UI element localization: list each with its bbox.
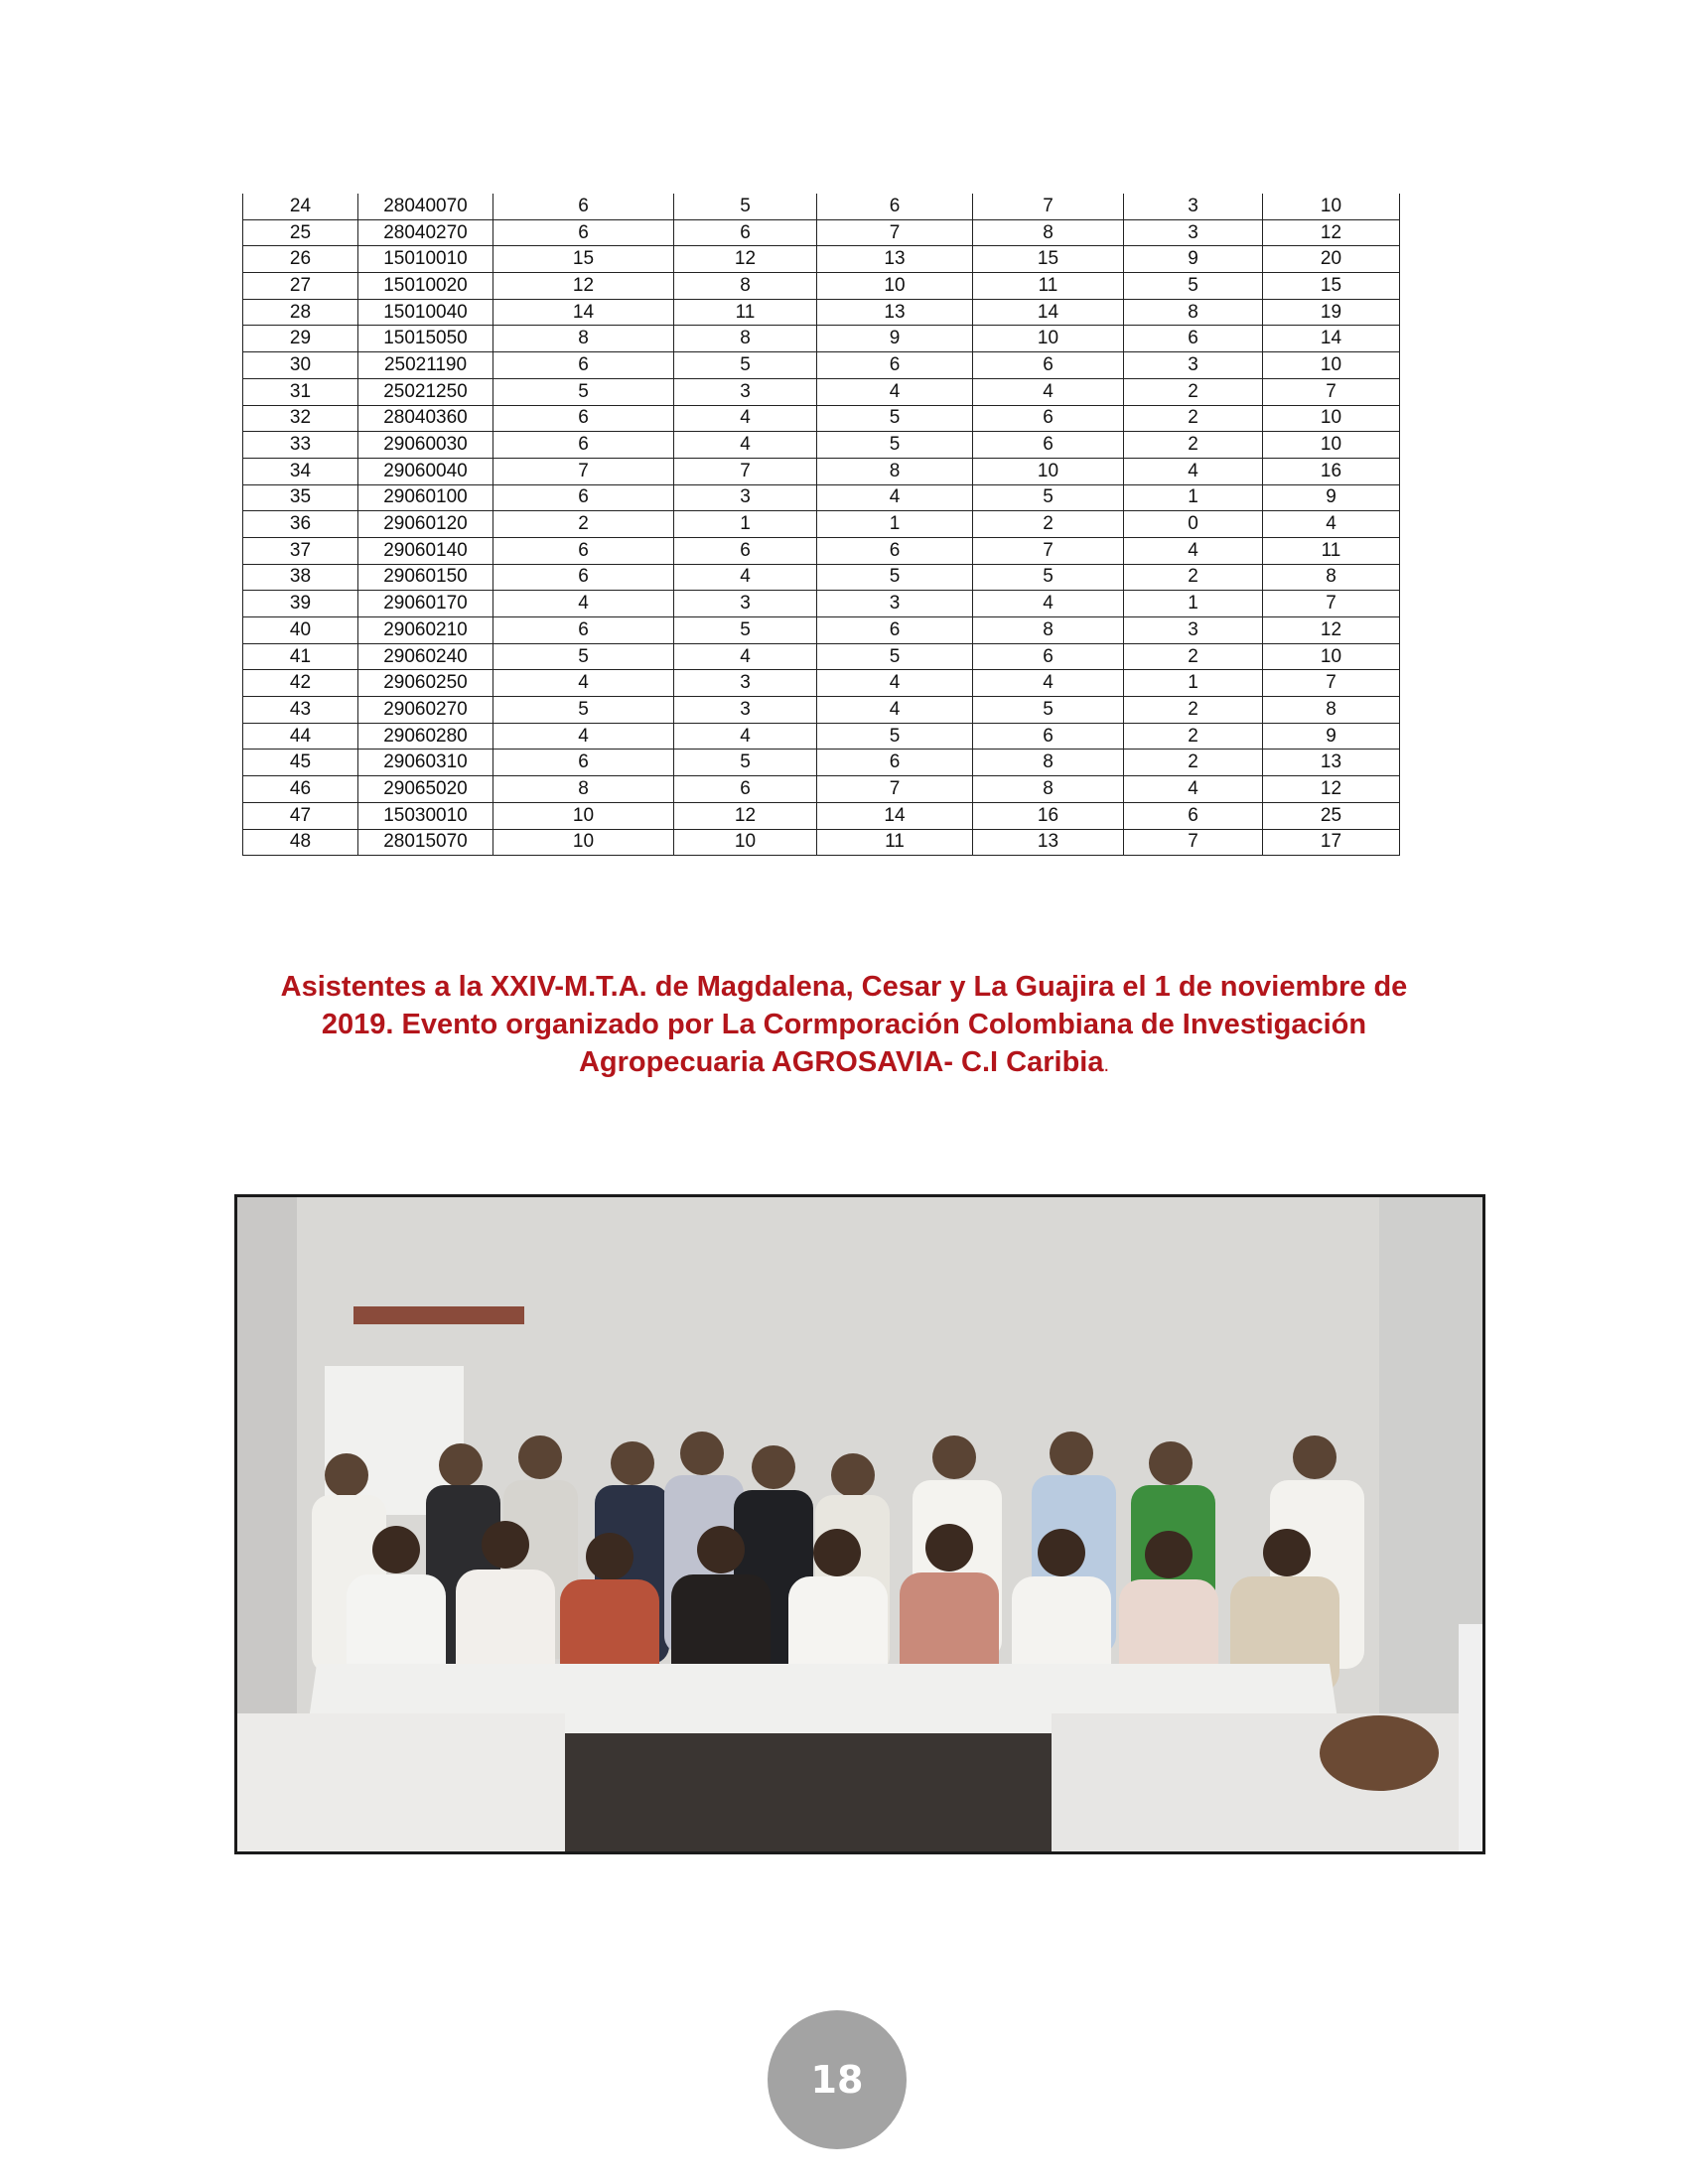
table-cell: 2 <box>1124 378 1263 405</box>
table-cell: 5 <box>493 643 674 670</box>
table-cell: 4 <box>674 564 817 591</box>
table-row <box>243 484 1400 511</box>
table-cell: 7 <box>493 458 674 484</box>
table-cell: 5 <box>973 697 1124 724</box>
table-cell: 29060120 <box>358 511 493 538</box>
table-cell: 2 <box>1124 564 1263 591</box>
table-cell: 4 <box>493 670 674 697</box>
table-row <box>243 326 1400 352</box>
table-row <box>243 643 1400 670</box>
table-cell: 6 <box>973 352 1124 379</box>
table-cell: 8 <box>1124 299 1263 326</box>
table-cell: 5 <box>493 378 674 405</box>
table-cell: 6 <box>493 537 674 564</box>
table-cell: 7 <box>1263 670 1400 697</box>
table-cell: 5 <box>973 484 1124 511</box>
table-cell: 31 <box>243 378 358 405</box>
table-cell: 47 <box>243 802 358 829</box>
table-cell: 2 <box>1124 643 1263 670</box>
table-row <box>243 405 1400 432</box>
table-cell: 3 <box>1124 352 1263 379</box>
table-cell: 6 <box>493 194 674 219</box>
table-cell: 15010020 <box>358 273 493 300</box>
table-row <box>243 697 1400 724</box>
table-row <box>243 246 1400 273</box>
table-cell: 10 <box>1263 405 1400 432</box>
table-row <box>243 378 1400 405</box>
table-cell: 9 <box>1124 246 1263 273</box>
table-cell: 1 <box>1124 484 1263 511</box>
table-row <box>243 537 1400 564</box>
table-cell: 3 <box>817 591 973 617</box>
table-cell: 6 <box>493 750 674 776</box>
table-cell: 29060210 <box>358 617 493 644</box>
table-cell: 5 <box>817 432 973 459</box>
caption-line-3-text: Agropecuaria AGROSAVIA- C.I Caribia <box>578 1046 1104 1078</box>
table-cell: 5 <box>674 617 817 644</box>
table-cell: 14 <box>493 299 674 326</box>
table-cell: 13 <box>817 246 973 273</box>
table-cell: 10 <box>493 829 674 856</box>
table-row <box>243 511 1400 538</box>
table-cell: 7 <box>1263 591 1400 617</box>
table-cell: 8 <box>674 326 817 352</box>
table-cell: 6 <box>493 432 674 459</box>
table-cell: 25021190 <box>358 352 493 379</box>
table-cell: 15 <box>1263 273 1400 300</box>
table-cell: 8 <box>1263 564 1400 591</box>
caption-line-2: 2019. Evento organizado por La Cormporación Colombiana de Investigación <box>321 1009 1367 1040</box>
table-row <box>243 458 1400 484</box>
table-cell: 9 <box>1263 484 1400 511</box>
table-cell: 46 <box>243 776 358 803</box>
table-cell: 14 <box>973 299 1124 326</box>
table-cell: 1 <box>1124 670 1263 697</box>
table-cell: 6 <box>817 537 973 564</box>
table-cell: 33 <box>243 432 358 459</box>
table-cell: 39 <box>243 591 358 617</box>
table-cell: 17 <box>1263 829 1400 856</box>
table-cell: 0 <box>1124 511 1263 538</box>
data-table <box>242 194 1400 856</box>
table-row <box>243 750 1400 776</box>
table-cell: 1 <box>674 511 817 538</box>
table-cell: 9 <box>817 326 973 352</box>
table-cell: 3 <box>1124 617 1263 644</box>
table-cell: 20 <box>1263 246 1400 273</box>
table-cell: 6 <box>1124 802 1263 829</box>
table-cell: 10 <box>493 802 674 829</box>
table-cell: 28015070 <box>358 829 493 856</box>
table-cell: 2 <box>1124 750 1263 776</box>
table-cell: 25 <box>243 219 358 246</box>
table-cell: 4 <box>1124 776 1263 803</box>
table-cell: 6 <box>674 219 817 246</box>
table-cell: 29060170 <box>358 591 493 617</box>
table-cell: 5 <box>817 405 973 432</box>
table-cell: 6 <box>1124 326 1263 352</box>
table-cell: 29060150 <box>358 564 493 591</box>
table-cell: 4 <box>493 723 674 750</box>
table-cell: 14 <box>817 802 973 829</box>
table-cell: 42 <box>243 670 358 697</box>
table-cell: 29060140 <box>358 537 493 564</box>
table-cell: 12 <box>1263 617 1400 644</box>
table-cell: 8 <box>493 326 674 352</box>
table-row <box>243 802 1400 829</box>
table-cell: 6 <box>973 405 1124 432</box>
table-cell: 15010010 <box>358 246 493 273</box>
table-cell: 16 <box>973 802 1124 829</box>
caption-line-1: Asistentes a la XXIV-M.T.A. de Magdalena, Cesar y La Guajira el 1 de noviembre de <box>280 971 1408 1003</box>
table-cell: 4 <box>674 643 817 670</box>
table-cell: 8 <box>1263 697 1400 724</box>
table-cell: 13 <box>1263 750 1400 776</box>
table-cell: 1 <box>1124 591 1263 617</box>
table-cell: 5 <box>493 697 674 724</box>
table-cell: 4 <box>817 484 973 511</box>
table-cell: 13 <box>817 299 973 326</box>
table-body <box>243 194 1400 856</box>
table-cell: 29060250 <box>358 670 493 697</box>
table-cell: 24 <box>243 194 358 219</box>
table-cell: 3 <box>674 484 817 511</box>
table-row <box>243 273 1400 300</box>
table-row <box>243 670 1400 697</box>
table-cell: 8 <box>817 458 973 484</box>
table-cell: 15030010 <box>358 802 493 829</box>
table-cell: 6 <box>674 776 817 803</box>
table-cell: 29 <box>243 326 358 352</box>
table-cell: 5 <box>817 723 973 750</box>
table-cell: 3 <box>674 697 817 724</box>
page-number: 18 <box>768 2010 907 2149</box>
table-cell: 11 <box>973 273 1124 300</box>
table-cell: 27 <box>243 273 358 300</box>
table-cell: 5 <box>817 564 973 591</box>
table-cell: 15015050 <box>358 326 493 352</box>
table-cell: 5 <box>1124 273 1263 300</box>
table-cell: 12 <box>674 246 817 273</box>
table-cell: 2 <box>1124 723 1263 750</box>
table-cell: 3 <box>674 670 817 697</box>
table-cell: 13 <box>973 829 1124 856</box>
group-photo <box>234 1194 1485 1854</box>
table-cell: 6 <box>817 352 973 379</box>
table-cell: 11 <box>1263 537 1400 564</box>
table-cell: 7 <box>817 219 973 246</box>
table-cell: 4 <box>973 670 1124 697</box>
table-cell: 15010040 <box>358 299 493 326</box>
table-cell: 6 <box>817 617 973 644</box>
table-cell: 41 <box>243 643 358 670</box>
table-cell: 15 <box>493 246 674 273</box>
table-cell: 44 <box>243 723 358 750</box>
table-row <box>243 723 1400 750</box>
table-cell: 4 <box>817 378 973 405</box>
table-cell: 29065020 <box>358 776 493 803</box>
table-cell: 7 <box>674 458 817 484</box>
table-cell: 6 <box>493 564 674 591</box>
table-cell: 4 <box>1124 458 1263 484</box>
table-cell: 5 <box>674 352 817 379</box>
table-row <box>243 352 1400 379</box>
caption-line-3-tail: . <box>1103 1054 1110 1076</box>
table-cell: 19 <box>1263 299 1400 326</box>
table-cell: 4 <box>817 697 973 724</box>
table-cell: 32 <box>243 405 358 432</box>
table-cell: 16 <box>1263 458 1400 484</box>
table-cell: 26 <box>243 246 358 273</box>
table-cell: 28040270 <box>358 219 493 246</box>
table-cell: 6 <box>493 352 674 379</box>
table-cell: 1 <box>817 511 973 538</box>
table-cell: 29060280 <box>358 723 493 750</box>
table-cell: 6 <box>493 617 674 644</box>
table-cell: 6 <box>817 750 973 776</box>
table-cell: 7 <box>1263 378 1400 405</box>
table-cell: 9 <box>1263 723 1400 750</box>
table-cell: 45 <box>243 750 358 776</box>
table-cell: 10 <box>1263 352 1400 379</box>
table-cell: 29060240 <box>358 643 493 670</box>
table-cell: 36 <box>243 511 358 538</box>
table-cell: 4 <box>973 591 1124 617</box>
table-row <box>243 776 1400 803</box>
table-cell: 25 <box>1263 802 1400 829</box>
table-cell: 37 <box>243 537 358 564</box>
table-row <box>243 299 1400 326</box>
table-cell: 28 <box>243 299 358 326</box>
table-cell: 10 <box>973 458 1124 484</box>
table-cell: 7 <box>1124 829 1263 856</box>
table-cell: 29060040 <box>358 458 493 484</box>
table-cell: 35 <box>243 484 358 511</box>
table-row <box>243 564 1400 591</box>
table-cell: 2 <box>973 511 1124 538</box>
table-cell: 7 <box>973 537 1124 564</box>
table-cell: 11 <box>674 299 817 326</box>
table-cell: 8 <box>973 219 1124 246</box>
table-cell: 4 <box>674 723 817 750</box>
table-cell: 6 <box>493 219 674 246</box>
table-row <box>243 219 1400 246</box>
table-cell: 34 <box>243 458 358 484</box>
table-cell: 8 <box>493 776 674 803</box>
table-cell: 10 <box>817 273 973 300</box>
table-cell: 30 <box>243 352 358 379</box>
table-cell: 3 <box>674 591 817 617</box>
table-cell: 8 <box>973 617 1124 644</box>
caption-line-3 <box>159 1043 1529 1084</box>
table-cell: 29060270 <box>358 697 493 724</box>
table-cell: 7 <box>973 194 1124 219</box>
table-cell: 6 <box>674 537 817 564</box>
table-cell: 3 <box>1124 194 1263 219</box>
table-cell: 15 <box>973 246 1124 273</box>
table-cell: 12 <box>674 802 817 829</box>
table-cell: 6 <box>493 405 674 432</box>
table-cell: 5 <box>973 564 1124 591</box>
table-cell: 10 <box>973 326 1124 352</box>
table-cell: 43 <box>243 697 358 724</box>
table-cell: 7 <box>817 776 973 803</box>
table-cell: 8 <box>973 776 1124 803</box>
table-cell: 4 <box>973 378 1124 405</box>
table-row <box>243 194 1400 219</box>
table-cell: 2 <box>1124 697 1263 724</box>
table-cell: 10 <box>1263 643 1400 670</box>
table-cell: 2 <box>1124 432 1263 459</box>
table-cell: 2 <box>1124 405 1263 432</box>
table-cell: 25021250 <box>358 378 493 405</box>
table-cell: 3 <box>674 378 817 405</box>
table-cell: 4 <box>674 432 817 459</box>
table-cell: 4 <box>817 670 973 697</box>
table-cell: 5 <box>674 750 817 776</box>
table-cell: 11 <box>817 829 973 856</box>
table-cell: 29060030 <box>358 432 493 459</box>
table-cell: 38 <box>243 564 358 591</box>
table-cell: 4 <box>674 405 817 432</box>
table-cell: 6 <box>817 194 973 219</box>
table-cell: 4 <box>1263 511 1400 538</box>
table-cell: 5 <box>817 643 973 670</box>
table-cell: 8 <box>674 273 817 300</box>
table-cell: 12 <box>1263 219 1400 246</box>
group-photo-icon <box>237 1197 1482 1851</box>
table-cell: 3 <box>1124 219 1263 246</box>
table-cell: 2 <box>493 511 674 538</box>
table-row <box>243 432 1400 459</box>
table-cell: 10 <box>674 829 817 856</box>
table-cell: 10 <box>1263 432 1400 459</box>
table-row <box>243 617 1400 644</box>
table-cell: 6 <box>973 643 1124 670</box>
table-cell: 6 <box>493 484 674 511</box>
table-cell: 5 <box>674 194 817 219</box>
table-cell: 29060310 <box>358 750 493 776</box>
table-cell: 29060100 <box>358 484 493 511</box>
table-cell: 40 <box>243 617 358 644</box>
table-cell: 12 <box>493 273 674 300</box>
table-cell: 4 <box>493 591 674 617</box>
table-cell: 12 <box>1263 776 1400 803</box>
table-cell: 8 <box>973 750 1124 776</box>
table-cell: 28040360 <box>358 405 493 432</box>
table-cell: 6 <box>973 723 1124 750</box>
table-row <box>243 591 1400 617</box>
table-cell: 4 <box>1124 537 1263 564</box>
table-cell: 48 <box>243 829 358 856</box>
table-cell: 6 <box>973 432 1124 459</box>
photo-caption <box>159 968 1529 1084</box>
table-cell: 28040070 <box>358 194 493 219</box>
table-cell: 10 <box>1263 194 1400 219</box>
table-cell: 14 <box>1263 326 1400 352</box>
table-row <box>243 829 1400 856</box>
